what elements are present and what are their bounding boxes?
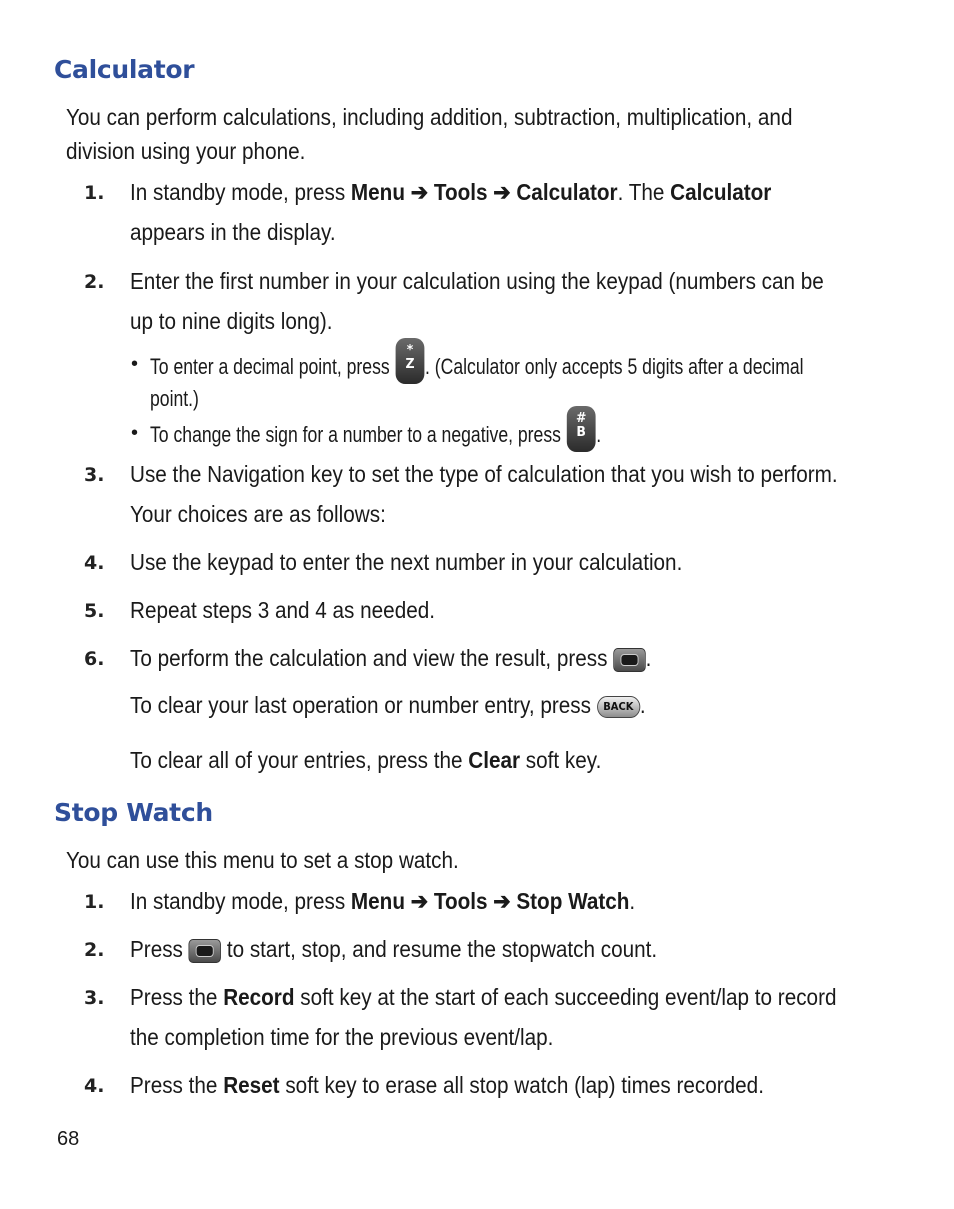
step-text: In standby mode, press	[130, 888, 351, 914]
step-text: the completion time for the previous event/lap.	[130, 1024, 554, 1050]
page-number: 68	[57, 1128, 80, 1150]
bullet-text: To change the sign for a number to a negative, press	[150, 422, 561, 447]
bullet-text: point.)	[150, 386, 199, 412]
step-text: To perform the calculation and view the result, press	[130, 645, 608, 671]
calculator-heading: Calculator	[54, 55, 195, 84]
step-text: To clear your last operation or number entry, press	[130, 692, 591, 718]
step-text: .	[645, 645, 652, 671]
bullet: •	[131, 422, 139, 444]
step-number: 2.	[84, 271, 105, 293]
sw-step-4	[130, 1065, 764, 1105]
calc-step-4	[130, 542, 682, 582]
ok-key-icon	[189, 939, 221, 963]
step-text: up to nine digits long).	[130, 308, 333, 334]
step-number: 6.	[84, 648, 105, 670]
arrow: ➔	[487, 179, 517, 205]
arrow: ➔	[487, 888, 517, 914]
step-number: 1.	[84, 182, 105, 204]
calculator-label: Calculator	[670, 179, 772, 205]
step-text: . The	[617, 179, 671, 205]
calc-step-6-clear-last	[130, 685, 646, 725]
calc-step-2	[130, 261, 824, 341]
step-number: 5.	[84, 600, 105, 622]
back-key-icon: BACK	[597, 696, 640, 718]
sw-step-2	[130, 929, 657, 969]
hash-b-key-icon: # B	[567, 406, 596, 452]
calc-step-1	[130, 172, 771, 252]
step-text: In standby mode, press	[130, 179, 351, 205]
menu-label: Menu	[350, 888, 405, 914]
step-text: soft key.	[520, 747, 602, 773]
bullet-negative	[150, 411, 602, 452]
step-number: 2.	[84, 939, 105, 961]
calc-step-3	[130, 454, 838, 534]
reset-label: Reset	[223, 1072, 280, 1098]
sw-step-3	[130, 977, 836, 1057]
step-text: soft key to erase all stop watch (lap) times recorded.	[279, 1072, 764, 1098]
calc-step-5	[130, 590, 435, 630]
step-text: to start, stop, and resume the stopwatch count.	[226, 936, 658, 962]
bullet-decimal	[150, 343, 804, 413]
step-text: Use the Navigation key to set the type of calculation that you wish to perform.	[130, 461, 838, 487]
intro-line-2: division using your phone.	[66, 138, 306, 164]
stopwatch-intro: You can use this menu to set a stop watch.	[66, 847, 459, 873]
step-text: .	[629, 888, 636, 914]
step-text: .	[639, 692, 646, 718]
bullet-text: .	[596, 422, 602, 447]
menu-label: Menu	[350, 179, 405, 205]
calculator-intro	[66, 100, 804, 168]
step-number: 3.	[84, 987, 105, 1009]
step-number: 4.	[84, 552, 105, 574]
tools-label: Tools	[433, 888, 488, 914]
sw-step-1	[130, 881, 635, 921]
ok-key-icon	[613, 648, 645, 672]
step-text: appears in the display.	[130, 219, 336, 245]
step-text: Enter the first number in your calculation using the keypad (numbers can be	[130, 268, 824, 294]
step-text: Press the	[130, 984, 224, 1010]
bullet-text: . (Calculator only accepts 5 digits after a decimal	[424, 354, 804, 379]
calculator-label: Calculator	[516, 179, 618, 205]
step-text: To clear all of your entries, press the	[130, 747, 469, 773]
clear-label: Clear	[468, 747, 521, 773]
bullet-text: To enter a decimal point, press	[150, 354, 390, 379]
step-text: Press	[130, 936, 183, 962]
step-text: Press the	[130, 1072, 224, 1098]
step-text: Repeat steps 3 and 4 as needed.	[130, 597, 435, 623]
star-z-key-icon: * Z	[395, 338, 424, 384]
stopwatch-heading: Stop Watch	[54, 798, 213, 827]
intro-line-1: You can perform calculations, including addition, subtraction, multiplication, and	[66, 104, 793, 130]
step-number: 3.	[84, 464, 105, 486]
stopwatch-label: Stop Watch	[516, 888, 630, 914]
bullet: •	[131, 353, 139, 375]
record-label: Record	[223, 984, 295, 1010]
step-text: soft key at the start of each succeeding event/lap to record	[294, 984, 837, 1010]
arrow: ➔	[404, 888, 434, 914]
calc-step-6	[130, 638, 651, 678]
calc-step-6-clear-all	[130, 740, 601, 780]
step-text: Use the keypad to enter the next number in your calculation.	[130, 549, 683, 575]
arrow: ➔	[404, 179, 434, 205]
step-number: 1.	[84, 891, 105, 913]
step-text: Your choices are as follows:	[130, 501, 386, 527]
step-number: 4.	[84, 1075, 105, 1097]
tools-label: Tools	[433, 179, 488, 205]
